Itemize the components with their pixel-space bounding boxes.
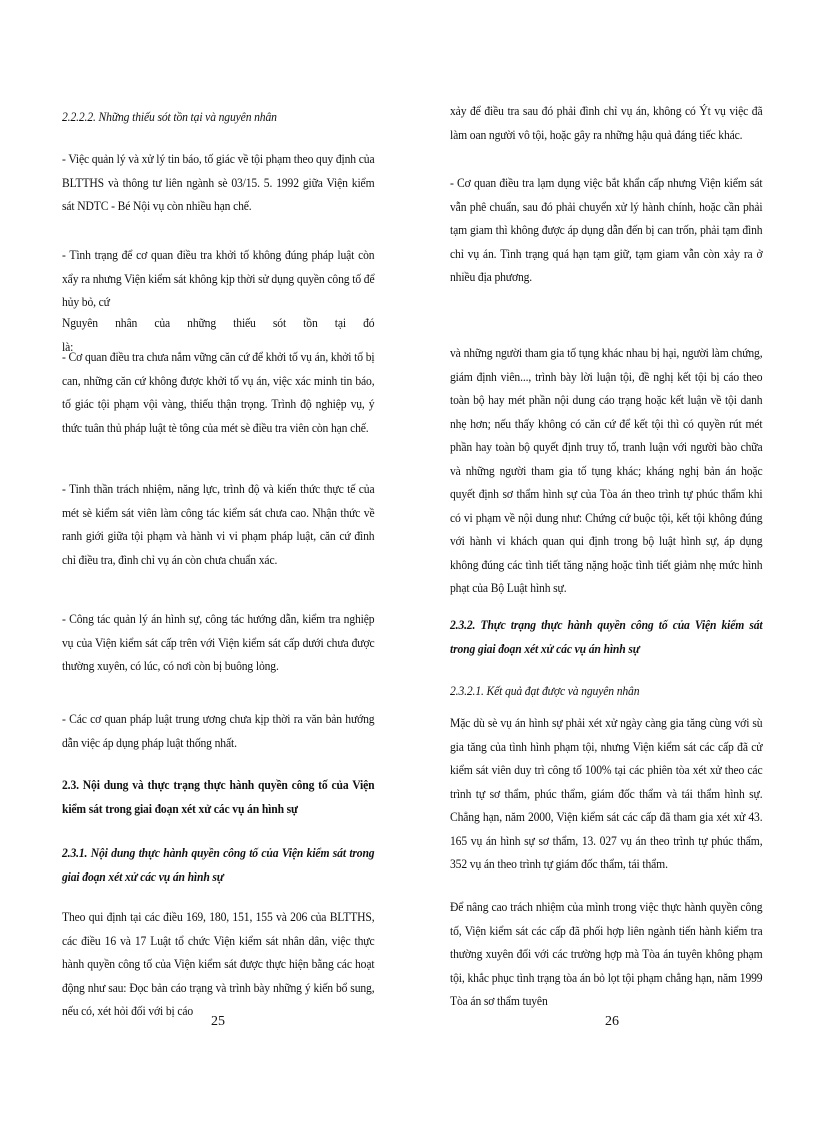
paragraph: - Việc quản lý và xử lý tin báo, tố giác về tội phạm theo quy định của BLTTHS và thông tư liên ngành sè 03/15. 5. 1992 giữa Viện kiểm sát NDTC - Bé Nội vụ còn nhiều hạn chế.	[62, 152, 375, 213]
paragraph: - Tình trạng để cơ quan điều tra khởi tố không đúng pháp luật còn xẩy ra nhưng Viện kiểm sát không kịp thời sử dụng quyền công tố để hủy bỏ, cứ	[62, 248, 375, 309]
section-heading-2-3-2-1: 2.3.2.1. Kết quả đạt được và nguyên nhân	[450, 684, 640, 698]
section-heading-2-2-2-2: 2.2.2.2. Những thiếu sót tồn tại và nguyên nhân	[62, 110, 277, 124]
paragraph: và những người tham gia tố tụng khác nhau bị hại, người làm chứng, giám định viên..., trình bày lời luận tội, đề nghị kết tội bị cáo theo toàn bộ hay mét phần nội dung cáo trạng hoặc kết luận về tội danh nhẹ hơn; nếu thấy không có căn cứ để kết tội thì có quyền rút mét phần hay toàn bộ quyết định truy tố, tranh luận với người bào chữa và những người tham gia tố tụng khác; kháng nghị bản án hoặc quyết định sơ thẩm hình sự của Tòa án theo trình tự phúc thẩm khi có vi phạm về nội dung như: Chứng cứ buộc tội, kết tội không đúng với hành vi khách quan qui định trong bộ luật hình sự, áp dụng không đúng các tình tiết tăng nặng hoặc tình tiết giảm nhẹ mức hình phạt của Bộ Luật hình sự.	[450, 346, 763, 595]
page-number: 26	[605, 1014, 619, 1029]
page-number: 25	[211, 1014, 225, 1029]
section-heading-2-3-1: 2.3.1. Nội dung thực hành quyền công tố của Viện kiểm sát trong giai đoạn xét xử các vụ án hình sự	[62, 846, 375, 884]
page-left	[62, 0, 374, 1123]
page-right	[450, 0, 762, 1123]
section-heading-2-3: 2.3. Nội dung và thực trạng thực hành quyền công tố của Viện kiểm sát trong giai đoạn xét xử các vụ án hình sự	[62, 778, 375, 816]
paragraph: - Cơ quan điều tra chưa nắm vững căn cứ để khởi tố vụ án, khởi tố bị can, những căn cứ không được khởi tố vụ án, việc xác minh tin báo, tố giác tội phạm vội vàng, thiếu thận trọng. Trình độ nghiệp vụ, ý thức tuân thủ pháp luật tè tông của mét sè điều tra viên còn hạn chế.	[62, 350, 375, 435]
paragraph: - Công tác quản lý án hình sự, công tác hướng dẫn, kiểm tra nghiệp vụ của Viện kiểm sát cấp trên với Viện kiểm sát cấp dưới chưa được thường xuyên, có lúc, có nơi còn bị buông lỏng.	[62, 612, 375, 673]
paragraph: Để nâng cao trách nhiệm của mình trong việc thực hành quyền công tố, Viện kiểm sát các cấp đã phối hợp liên ngành tiến hành kiểm tra thường xuyên đối với các trường hợp mà Tòa án tuyên không phạm tội, khắc phục tình trạng tòa án bỏ lọt tội phạm chẳng hạn, năm 1999 Tòa án sơ thẩm tuyên	[450, 900, 763, 1008]
paragraph: Nguyên nhân của những thiếu sót tồn tại đó là:	[62, 316, 375, 354]
section-heading-2-3-2: 2.3.2. Thực trạng thực hành quyền công tố của Viện kiểm sát trong giai đoạn xét xử các vụ án hình sự	[450, 618, 763, 656]
paragraph: Theo qui định tại các điều 169, 180, 151, 155 và 206 của BLTTHS, các điều 16 và 17 Luật tổ chức Viện kiểm sát nhân dân, việc thực hành quyền công tố của Viện kiểm sát được thực hiện bằng các hoạt động như sau: Đọc bản cáo trạng và trình bày những ý kiến bổ sung, nếu có, xét hỏi đối với bị cáo	[62, 910, 375, 1018]
paragraph: - Các cơ quan pháp luật trung ương chưa kịp thời ra văn bản hướng dẫn việc áp dụng pháp luật thống nhất.	[62, 712, 375, 750]
paragraph: - Cơ quan điều tra lạm dụng việc bắt khẩn cấp nhưng Viện kiểm sát vẫn phê chuẩn, sau đó phải chuyển xử lý hành chính, hoặc cần phải tạm giam thì không được áp dụng dẫn đến bị can trốn, phải tạm đình chỉ vụ án. Tình trạng quá hạn tạm giữ, tạm giam vẫn còn xảy ra ở nhiều địa phương.	[450, 176, 763, 284]
paragraph: - Tinh thần trách nhiệm, năng lực, trình độ và kiến thức thực tế của mét sè kiểm sát viên làm công tác kiểm sát chưa cao. Nhận thức về ranh giới giữa tội phạm và hành vi vi phạm pháp luật, căn cứ đình chỉ điều tra, đình chỉ vụ án còn chưa chuẩn xác.	[62, 482, 375, 567]
paragraph: xảy để điều tra sau đó phải đình chỉ vụ án, không có Ýt vụ việc đã làm oan người vô tội, hoặc gây ra những hậu quả đáng tiếc khác.	[450, 104, 763, 142]
paragraph: Mặc dù sè vụ án hình sự phải xét xử ngày càng gia tăng cùng với sù gia tăng của tình hình phạm tội, nhưng Viện kiểm sát các cấp đã cử kiểm sát viên duy trì công tố 100% tại các phiên tòa xét xử theo các trình tự sơ thẩm, phúc thẩm, giám đốc thẩm và tái thẩm hình sự. Chẳng hạn, năm 2000, Viện kiểm sát các cấp đã tham gia xét xử 43. 165 vụ án hình sự sơ thẩm, 13. 027 vụ án theo trình tự phúc thẩm, 352 vụ án theo trình tự giám đốc thẩm, tái thẩm.	[450, 716, 763, 871]
